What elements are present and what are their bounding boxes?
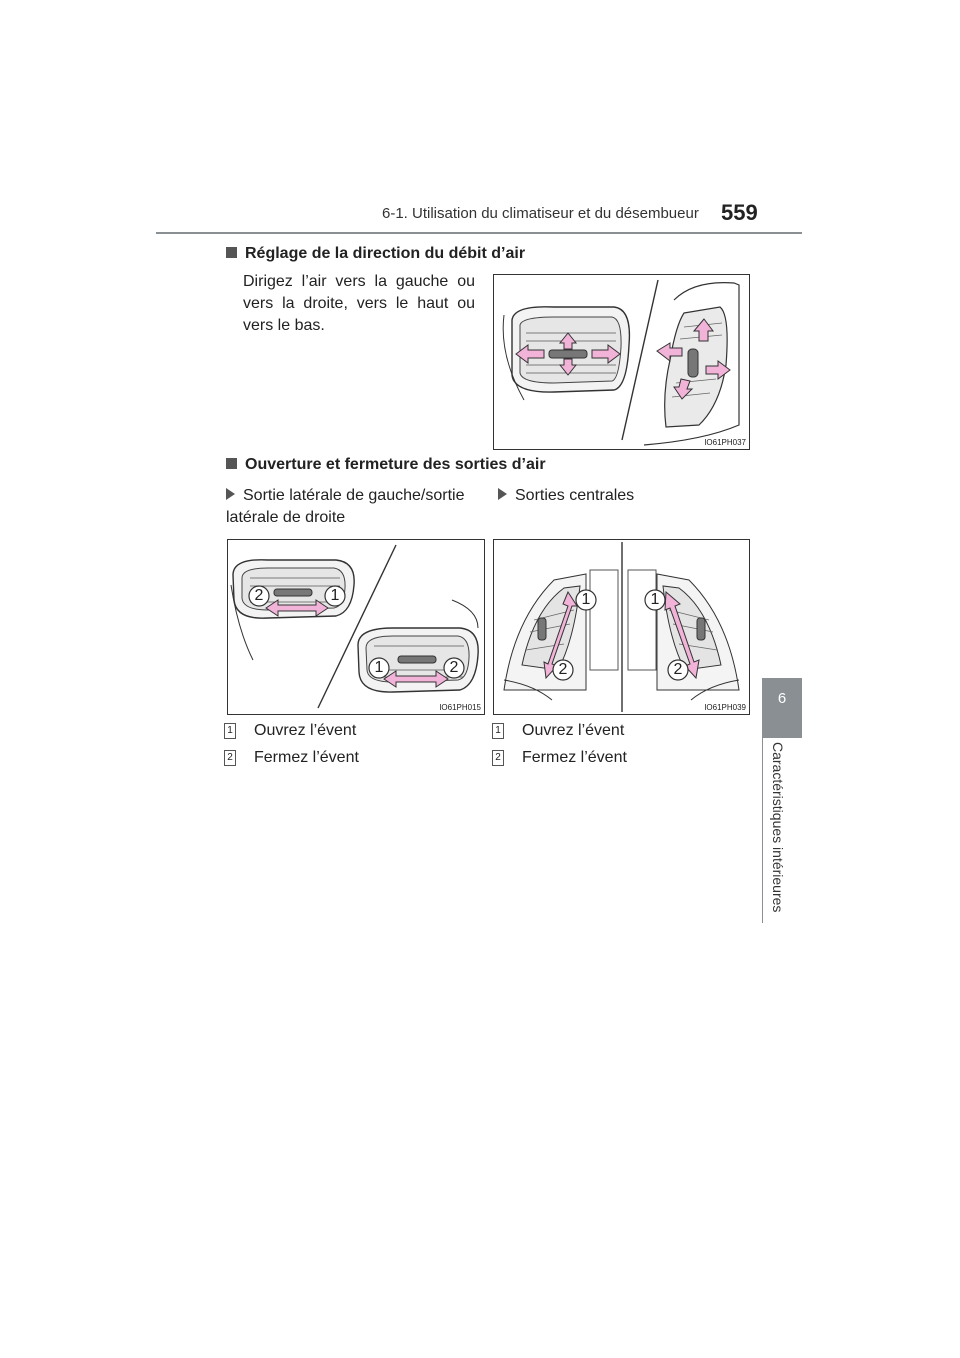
legend-number: 2	[492, 750, 504, 766]
side-vents-illustration	[228, 540, 484, 714]
right-legend-item	[492, 749, 627, 767]
section1-body: Dirigez l’air vers la gauche ou vers la droite, vers le haut ou vers le bas.	[243, 273, 475, 334]
left-subheading	[226, 485, 478, 529]
square-bullet-icon	[226, 247, 237, 258]
callout-1: 1	[374, 659, 384, 676]
left-legend-item	[224, 722, 356, 740]
callout-1: 1	[581, 591, 591, 608]
square-bullet-icon	[226, 458, 237, 469]
right-subheading-text: Sorties centrales	[515, 487, 635, 504]
figure-code: IO61PH039	[704, 703, 746, 712]
section1-heading-text: Réglage de la direction du débit d’air	[245, 245, 526, 262]
chapter-title-vertical	[772, 742, 792, 922]
tab-rule	[762, 738, 763, 923]
section1-heading	[226, 245, 525, 263]
callout-1: 1	[650, 591, 660, 608]
legend-number: 1	[224, 723, 236, 739]
right-legend-item	[492, 722, 624, 740]
triangle-bullet-icon	[226, 488, 235, 500]
center-vents-illustration	[494, 540, 749, 714]
legend-text: Ouvrez l’évent	[522, 722, 625, 739]
legend-text: Ouvrez l’évent	[254, 722, 357, 739]
callout-2: 2	[558, 661, 568, 678]
chapter-title: Caractéristiques intérieures	[770, 742, 786, 913]
callout-2: 2	[449, 659, 459, 676]
left-legend-item	[224, 749, 359, 767]
header-rule	[156, 232, 802, 234]
vent-direction-illustration	[494, 275, 749, 449]
chapter-tab	[762, 678, 802, 738]
figure-side-vents	[227, 539, 485, 715]
chapter-number: 6	[777, 690, 787, 707]
figure-vent-direction	[493, 274, 750, 450]
callout-1: 1	[330, 587, 340, 604]
right-subheading	[498, 485, 750, 507]
callout-2: 2	[254, 587, 264, 604]
figure-code: IO61PH037	[704, 438, 746, 447]
left-subheading-text: Sortie latérale de gauche/sortie latérale de droite	[226, 487, 465, 526]
legend-number: 2	[224, 750, 236, 766]
page-number: 559	[721, 200, 758, 225]
section2-heading	[226, 456, 546, 474]
legend-text: Fermez l’évent	[254, 749, 359, 766]
figure-center-vents	[493, 539, 750, 715]
triangle-bullet-icon	[498, 488, 507, 500]
legend-text: Fermez l’évent	[522, 749, 627, 766]
legend-number: 1	[492, 723, 504, 739]
running-header: 6-1. Utilisation du climatiseur et du désembueur	[382, 205, 699, 222]
figure-code: IO61PH015	[439, 703, 481, 712]
section2-heading-text: Ouverture et fermeture des sorties d’air	[245, 456, 546, 473]
callout-2: 2	[673, 661, 683, 678]
